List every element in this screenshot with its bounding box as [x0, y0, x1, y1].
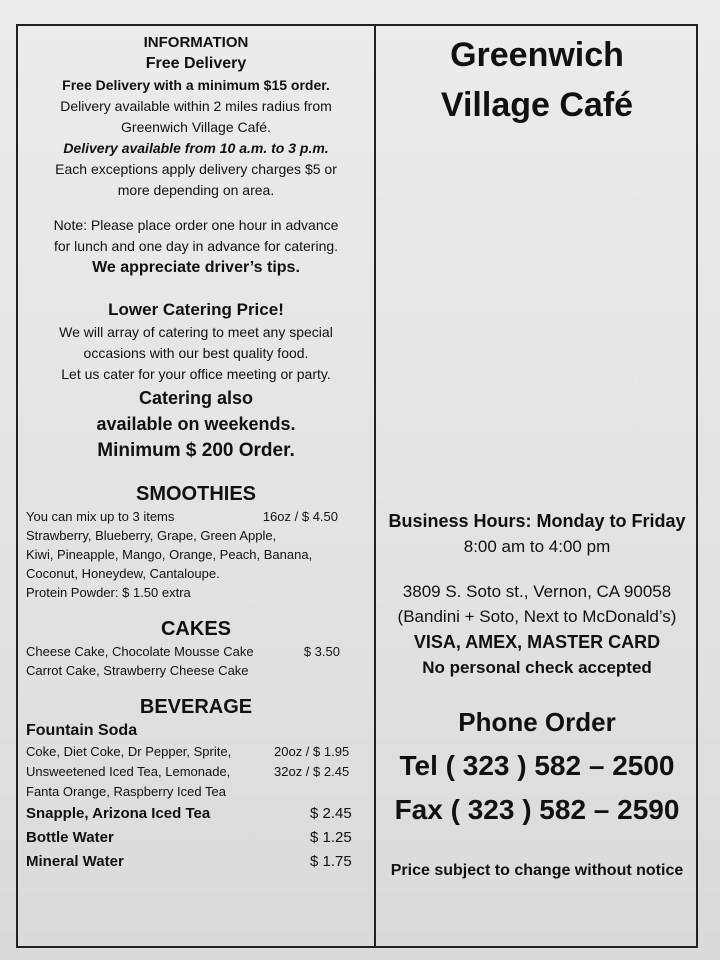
- beverage-item: [26, 802, 366, 826]
- beverage-item: [26, 850, 366, 874]
- delivery-hours-text: Delivery available from 10 a.m. to 3 p.m.: [63, 140, 329, 156]
- cakes-row-1: [26, 642, 366, 661]
- beverage-row: [26, 762, 366, 782]
- exceptions-text-2: more depending on area.: [117, 182, 275, 198]
- beverage-item-name: Mineral Water: [26, 853, 124, 870]
- beverage-row: [26, 742, 366, 762]
- free-delivery-heading: Free Delivery: [145, 55, 247, 72]
- catering-text-1: We will array of catering to meet any special: [59, 324, 333, 340]
- beverage-item-name: Bottle Water: [26, 829, 114, 846]
- beverage-item-price: $ 1.25: [310, 829, 352, 846]
- beverage-row-text: Coke, Diet Coke, Dr Pepper, Sprite,: [26, 744, 232, 759]
- catering-text-2: occasions with our best quality food.: [83, 345, 309, 361]
- beverage-item: [26, 826, 366, 850]
- price-disclaimer: Price subject to change without notice: [390, 862, 684, 879]
- info-heading: INFORMATION: [143, 34, 249, 51]
- tel-number: Tel ( 323 ) 582 – 2500: [399, 750, 675, 781]
- beverage-row-price: 32oz / $ 2.45: [274, 764, 350, 779]
- phone-order-heading: Phone Order: [458, 707, 616, 737]
- beverage-row: [26, 782, 366, 802]
- cafe-name-line-2: Village Café: [440, 86, 634, 124]
- smoothies-fruits-2: Kiwi, Pineapple, Mango, Orange, Peach, Banana,: [26, 547, 313, 562]
- beverage-item-name: Snapple, Arizona Iced Tea: [26, 805, 211, 822]
- radius-text-1: Delivery available within 2 miles radius from: [60, 98, 332, 114]
- cakes-price: $ 3.50: [303, 644, 340, 659]
- menu-frame: [16, 24, 698, 948]
- note-text-1: Note: Please place order one hour in advance: [53, 217, 339, 233]
- tips-text: We appreciate driver’s tips.: [92, 259, 300, 276]
- beverage-row-text: Fanta Orange, Raspberry Iced Tea: [26, 784, 226, 799]
- smoothies-protein: Protein Powder: $ 1.50 extra: [26, 585, 191, 600]
- radius-text-2: Greenwich Village Café.: [121, 119, 271, 135]
- catering-weekend-1: Catering also: [138, 388, 254, 408]
- payment-cards-text: VISA, AMEX, MASTER CARD: [413, 632, 661, 652]
- catering-text-3: Let us cater for your office meeting or party.: [61, 366, 331, 382]
- beverage-item-price: $ 1.75: [310, 853, 352, 870]
- cakes-heading: CAKES: [160, 618, 231, 640]
- beverage-row-price: 20oz / $ 1.95: [274, 744, 350, 759]
- fax-number: Fax ( 323 ) 582 – 2590: [394, 794, 680, 825]
- no-check-text: No personal check accepted: [422, 658, 652, 677]
- beverage-heading: BEVERAGE: [139, 696, 253, 718]
- smoothies-heading: SMOOTHIES: [135, 483, 256, 505]
- beverage-row-text: Unsweetened Iced Tea, Lemonade,: [26, 764, 231, 779]
- smoothies-mix-text: You can mix up to 3 items: [26, 509, 175, 524]
- address-text: 3809 S. Soto st., Vernon, CA 90058: [402, 582, 672, 601]
- smoothies-mix-row: [26, 507, 366, 526]
- cafe-name-line-1: Greenwich: [450, 36, 624, 74]
- fountain-soda-heading: Fountain Soda: [26, 722, 138, 739]
- cakes-text-2: Carrot Cake, Strawberry Cheese Cake: [26, 663, 249, 678]
- cakes-text-1: Cheese Cake, Chocolate Mousse Cake: [26, 644, 254, 659]
- catering-minimum: Minimum $ 200 Order.: [97, 440, 295, 461]
- business-hours-label: Business Hours: Monday to Friday: [388, 511, 686, 531]
- smoothies-price: 16oz / $ 4.50: [262, 509, 338, 524]
- right-column: [376, 26, 698, 946]
- cross-street-text: (Bandini + Soto, Next to McDonald’s): [397, 607, 677, 626]
- smoothies-fruits-3: Coconut, Honeydew, Cantaloupe.: [26, 566, 220, 581]
- smoothies-fruits-1: Strawberry, Blueberry, Grape, Green Apple,: [26, 528, 277, 543]
- exceptions-text-1: Each exceptions apply delivery charges $5 or: [55, 161, 337, 177]
- note-text-2: for lunch and one day in advance for catering.: [53, 238, 339, 254]
- min-order-text: Free Delivery with a minimum $15 order.: [62, 77, 330, 93]
- catering-heading: Lower Catering Price!: [108, 300, 284, 319]
- left-column: [18, 26, 374, 946]
- business-hours: 8:00 am to 4:00 pm: [463, 537, 611, 556]
- beverage-item-price: $ 2.45: [310, 805, 352, 822]
- catering-weekend-2: available on weekends.: [96, 414, 296, 434]
